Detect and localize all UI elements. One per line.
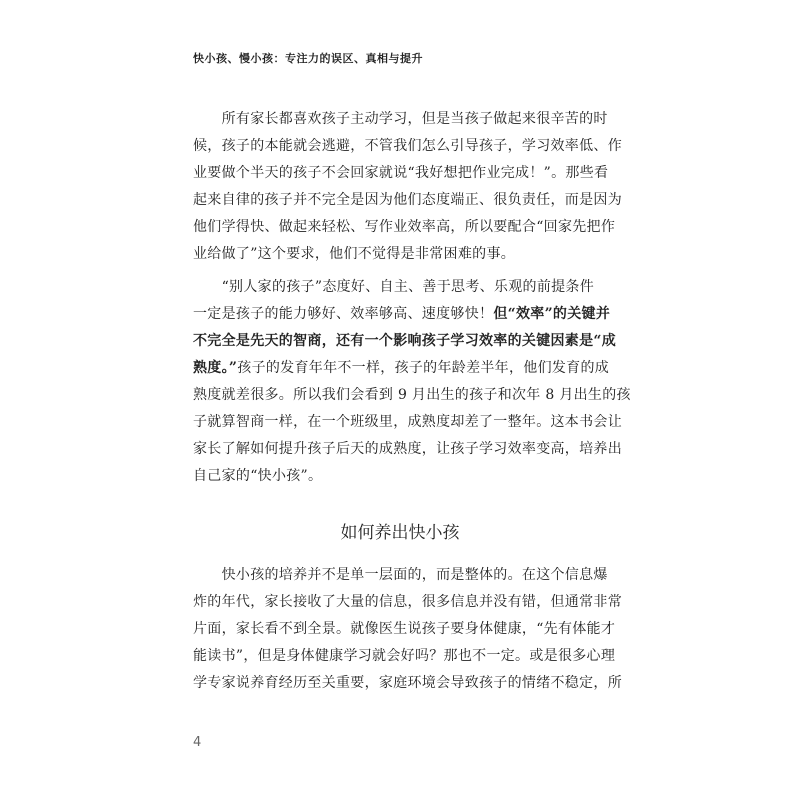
paragraph-line: 候，孩子的本能就会逃避，不管我们怎么引导孩子，学习效率低、作 xyxy=(193,138,622,154)
paragraph-line: 起来自律的孩子并不完全是因为他们态度端正、很负责任，而是因为 xyxy=(193,192,622,208)
text-normal: 一定是孩子的能力够好、效率够高、速度够快！ xyxy=(193,306,494,322)
paragraph-line: 业要做个半天的孩子不会回家就说“我好想把作业完成！”。那些看 xyxy=(193,165,609,181)
page-number: 4 xyxy=(193,735,202,750)
paragraph-line: 快小孩的培养并不是单一层面的，而是整体的。在这个信息爆 xyxy=(193,567,608,583)
running-header: 快小孩、慢小孩：专注力的误区、真相与提升 xyxy=(193,52,423,65)
paragraph-line: “别人家的孩子”态度好、自主、善于思考、乐观的前提条件 xyxy=(193,279,595,295)
paragraph-line: 他们学得快、做起来轻松、写作业效率高，所以要配合“回家先把作 xyxy=(193,219,616,235)
paragraph-line xyxy=(193,328,617,355)
paragraph-line xyxy=(193,301,611,328)
text-normal: 孩子的发育年年不一样，孩子的年龄差半年，他们发育的成 xyxy=(237,360,610,376)
paragraph-2 xyxy=(193,274,631,490)
paragraph-line: 炸的年代，家长接收了大量的信息，很多信息并没有错，但通常非常 xyxy=(193,594,622,610)
paragraph-line: 子就算智商一样，在一个班级里，成熟度却差了一整年。这本书会让 xyxy=(193,414,622,430)
paragraph-line: 片面，家长看不到全景。就像医生说孩子要身体健康，“先有体能才 xyxy=(193,621,616,637)
text-bold: 但“效率”的关键并 xyxy=(493,306,611,322)
text-bold: 熟度。” xyxy=(193,360,238,376)
section-title: 如何养出快小孩 xyxy=(340,523,460,543)
paragraph-3 xyxy=(193,562,622,697)
paragraph-1 xyxy=(193,106,622,268)
paragraph-line: 业给做了”这个要求，他们不觉得是非常困难的事。 xyxy=(193,246,516,262)
paragraph-line: 能读书”，但是身体健康学习就会好吗？那也不一定。或是很多心理 xyxy=(193,648,616,664)
paragraph-line: 家长了解如何提升孩子后天的成熟度，让孩子学习效率变高，培养出 xyxy=(193,441,622,457)
paragraph-line: 学专家说养育经历至关重要，家庭环境会导致孩子的情绪不稳定，所 xyxy=(193,675,622,691)
paragraph-line: 自己家的“快小孩”。 xyxy=(193,468,323,484)
paragraph-line: 熟度就差很多。所以我们会看到 9 月出生的孩子和次年 8 月出生的孩 xyxy=(193,387,631,403)
paragraph-line: 所有家长都喜欢孩子主动学习，但是当孩子做起来很辛苦的时 xyxy=(193,111,608,127)
paragraph-line xyxy=(193,355,610,382)
text-bold: 不完全是先天的智商，还有一个影响孩子学习效率的关键因素是“成 xyxy=(193,333,617,349)
